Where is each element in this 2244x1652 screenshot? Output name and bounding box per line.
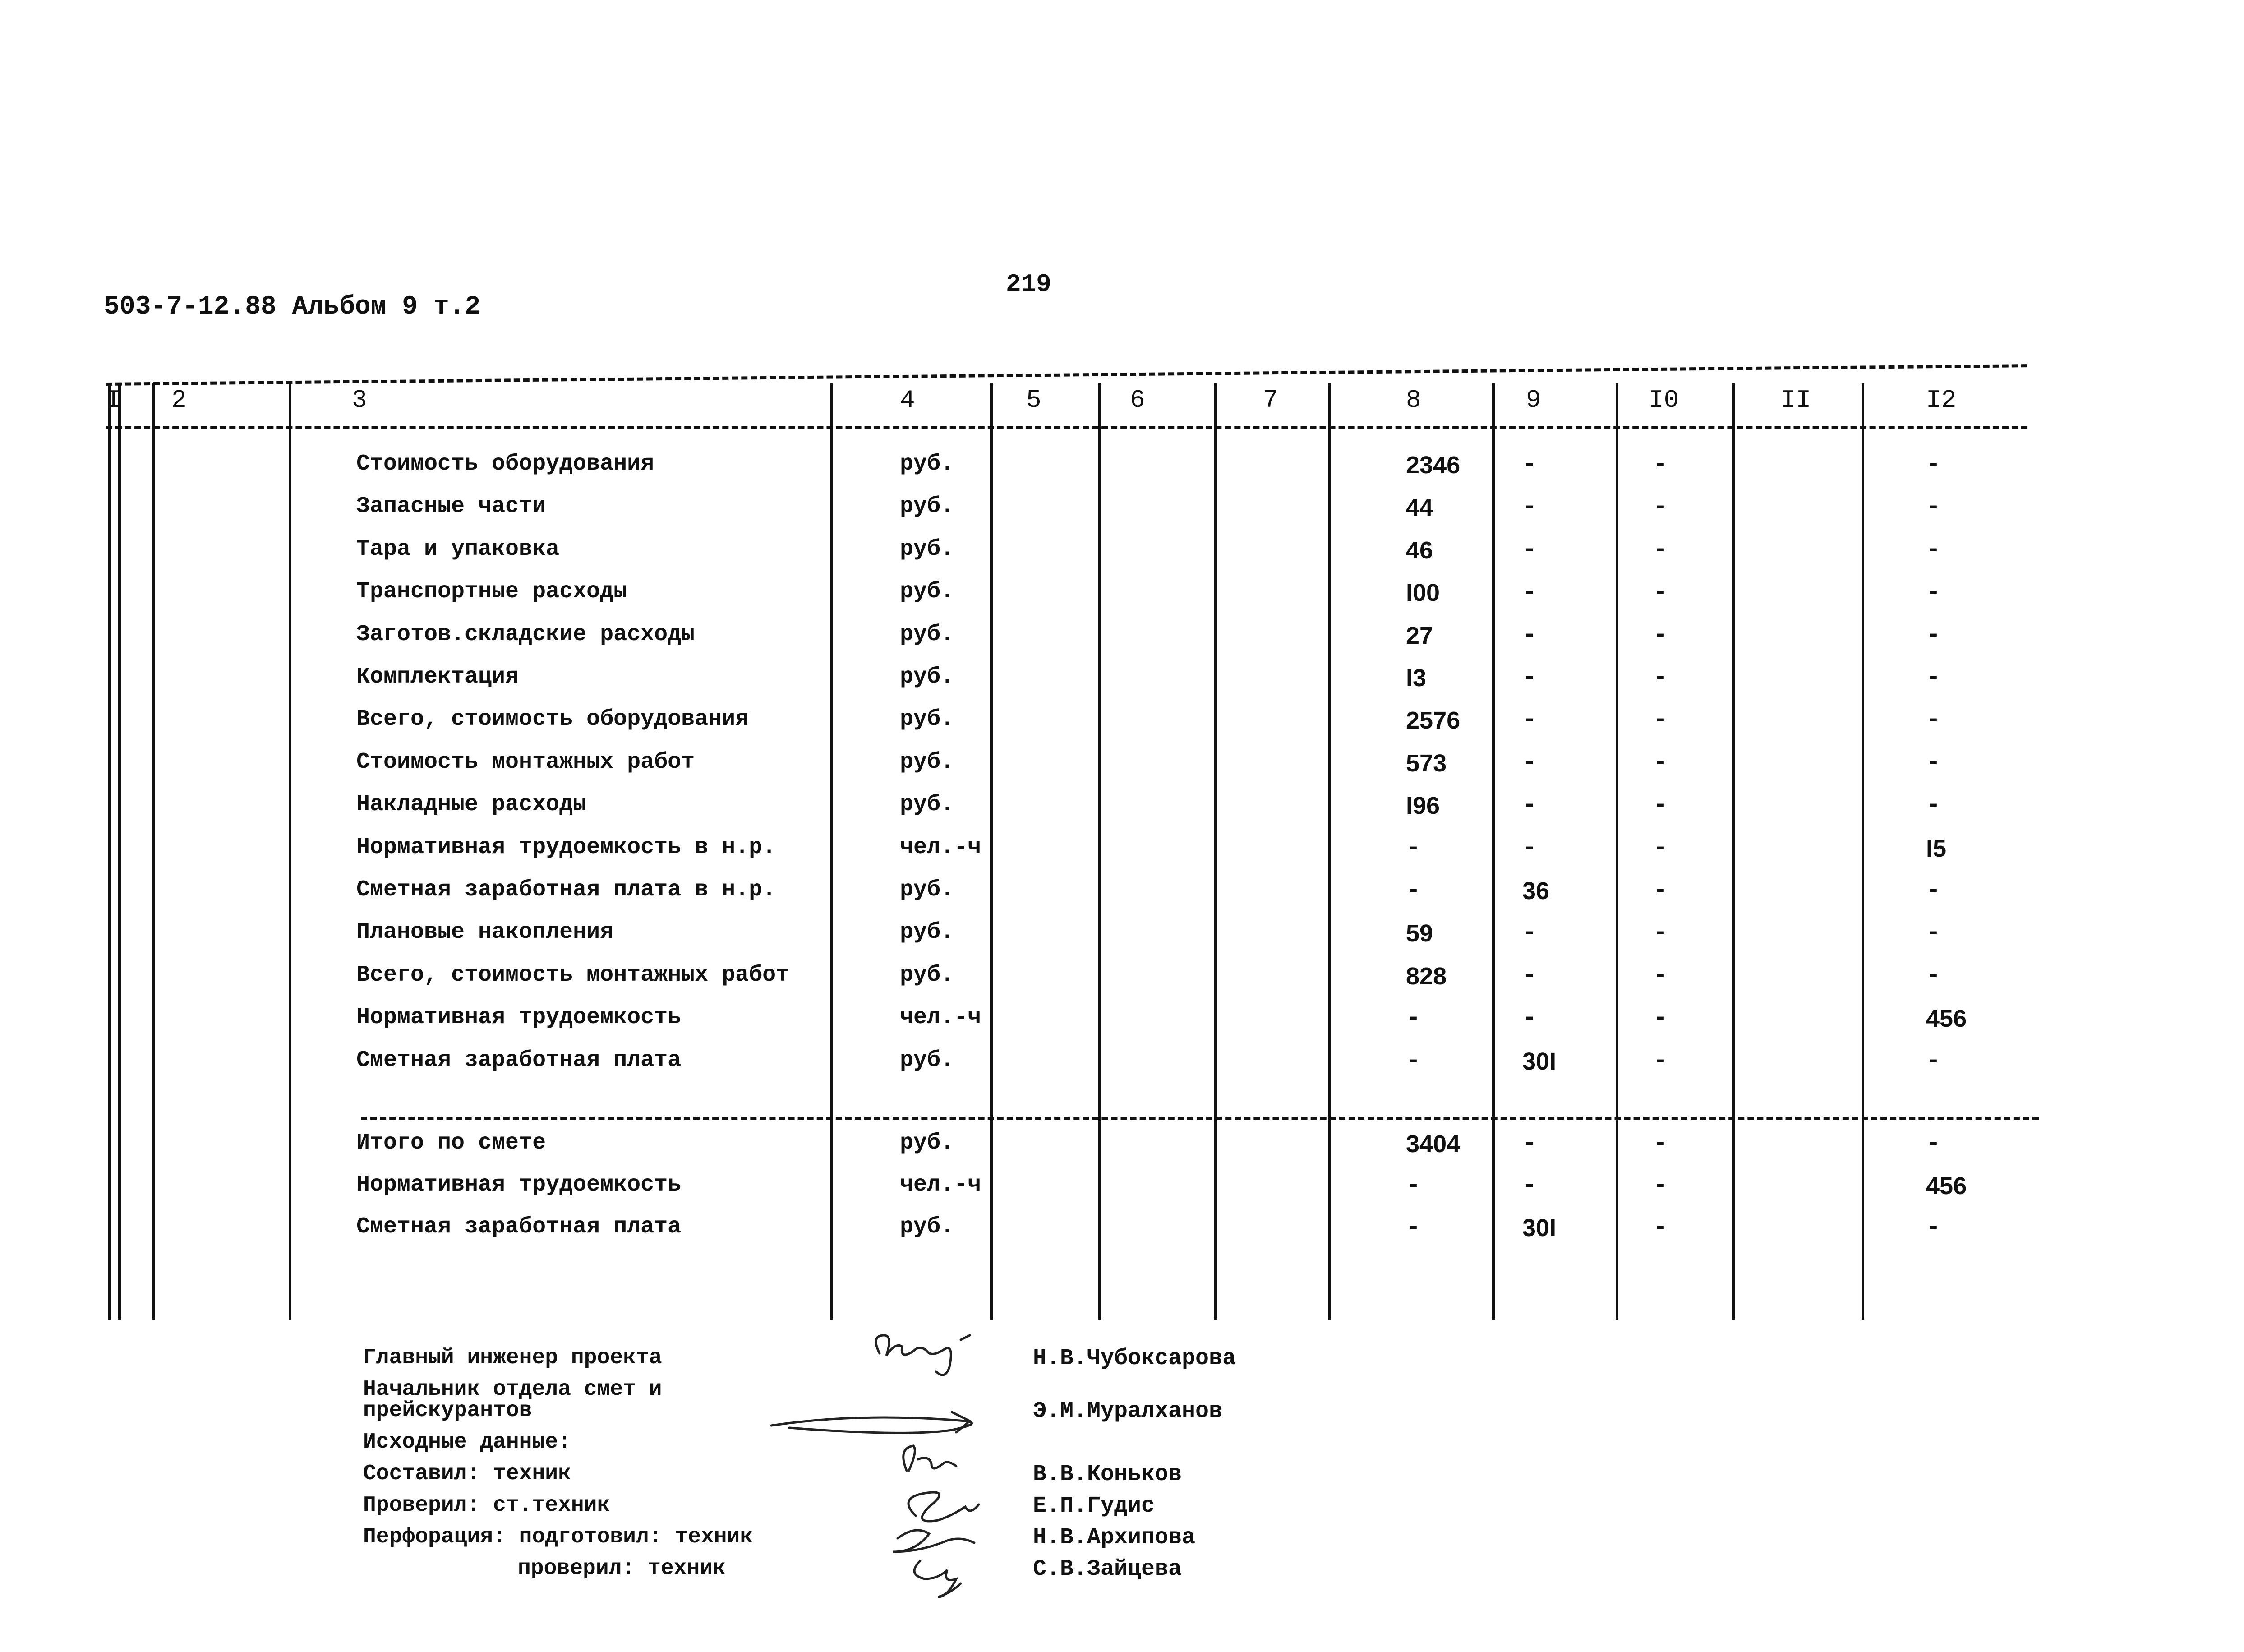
perforation-checked-name: С.В.Зайцева [1033, 1556, 1182, 1582]
row-value-c10: - [1653, 494, 1668, 521]
row-value-c9: - [1522, 451, 1537, 479]
row-value-c12: - [1926, 536, 1941, 564]
row-value-c12: - [1926, 622, 1941, 649]
column-divider [1732, 383, 1735, 1320]
row-value-c10: - [1653, 919, 1668, 947]
row-unit: руб. [900, 664, 954, 690]
row-value-c9: - [1522, 1005, 1537, 1032]
row-description: Нормативная трудоемкость в н.р. [356, 835, 776, 860]
row-value-c10: - [1653, 1214, 1668, 1241]
perforation-checked-role: проверил: техник [518, 1556, 726, 1581]
row-unit: руб. [900, 494, 954, 519]
perforation-role: Перфорация: подготовил: техник [363, 1525, 753, 1549]
row-value-c9: - [1522, 919, 1537, 947]
row-value-c9: - [1522, 664, 1537, 692]
row-unit: руб. [900, 877, 954, 903]
row-value-c9: - [1522, 792, 1537, 819]
row-value-c8: 3404 [1406, 1131, 1461, 1158]
row-value-c10: - [1653, 536, 1668, 564]
page-number: 219 [1006, 270, 1051, 299]
row-value-c12: - [1926, 1047, 1941, 1075]
row-value-c9: - [1522, 622, 1537, 649]
column-divider [118, 383, 121, 1320]
column-number: 9 [1526, 386, 1541, 415]
row-value-c10: - [1653, 1130, 1668, 1158]
row-value-c8: 44 [1406, 494, 1433, 521]
row-value-c12: - [1926, 451, 1941, 479]
column-number: 7 [1263, 386, 1278, 415]
row-value-c10: - [1653, 835, 1668, 862]
column-divider [1616, 383, 1618, 1320]
column-number: 2 [171, 386, 187, 415]
row-description: Заготов.складские расходы [356, 622, 695, 647]
column-number: 6 [1130, 386, 1145, 415]
row-value-c10: - [1653, 622, 1668, 649]
row-value-c8: - [1406, 877, 1421, 904]
row-value-c8: 46 [1406, 537, 1433, 564]
dept-head-role-line1: Начальник отдела смет и [363, 1377, 662, 1402]
row-value-c8: I3 [1406, 664, 1427, 692]
row-value-c9: 30I [1522, 1048, 1557, 1075]
column-divider [1328, 383, 1331, 1320]
row-value-c10: - [1653, 579, 1668, 606]
row-value-c9: - [1522, 835, 1537, 862]
row-value-c8: 2346 [1406, 452, 1461, 479]
row-description: Нормативная трудоемкость [356, 1172, 682, 1198]
row-value-c10: - [1653, 1005, 1668, 1032]
row-value-c8: 27 [1406, 622, 1433, 649]
row-unit: руб. [900, 579, 954, 605]
column-number: 5 [1026, 386, 1041, 415]
row-unit: руб. [900, 1214, 954, 1240]
row-value-c12: - [1926, 792, 1941, 819]
handwritten-signatures [767, 1322, 1019, 1601]
row-value-c10: - [1653, 749, 1668, 777]
row-value-c8: - [1406, 1047, 1421, 1075]
row-unit: руб. [900, 749, 954, 775]
row-description: Транспортные расходы [356, 579, 627, 605]
row-description: Сметная заработная плата [356, 1214, 682, 1240]
row-unit: чел.-ч [900, 1005, 981, 1030]
row-unit: руб. [900, 792, 954, 817]
row-value-c10: - [1653, 451, 1668, 479]
row-value-c10: - [1653, 792, 1668, 819]
column-number: 4 [900, 386, 915, 415]
checked-role: Проверил: ст.техник [363, 1493, 610, 1518]
row-unit: чел.-ч [900, 1172, 981, 1198]
row-value-c9: - [1522, 749, 1537, 777]
row-value-c12: - [1926, 962, 1941, 990]
row-description: Сметная заработная плата [356, 1047, 682, 1073]
row-value-c9: - [1522, 494, 1537, 521]
source-data-label: Исходные данные: [363, 1430, 571, 1454]
row-value-c12: 456 [1926, 1005, 1967, 1032]
dept-head-name: Э.М.Муралханов [1033, 1398, 1223, 1424]
row-unit: руб. [900, 622, 954, 647]
row-value-c9: - [1522, 579, 1537, 606]
row-value-c12: I5 [1926, 835, 1947, 862]
row-description: Плановые накопления [356, 919, 614, 945]
column-number: II [1781, 386, 1811, 415]
row-description: Запасные части [356, 494, 546, 519]
header-bottom-rule [106, 426, 2027, 429]
row-value-c9: - [1522, 706, 1537, 734]
column-divider [1214, 383, 1217, 1320]
row-description: Накладные расходы [356, 792, 587, 817]
row-value-c8: - [1406, 835, 1421, 862]
column-divider [1492, 383, 1495, 1320]
row-value-c12: - [1926, 494, 1941, 521]
column-number: I [106, 386, 121, 415]
row-unit: руб. [900, 536, 954, 562]
row-description: Нормативная трудоемкость [356, 1005, 682, 1030]
row-value-c12: 456 [1926, 1172, 1967, 1200]
row-value-c12: - [1926, 877, 1941, 904]
row-value-c9: - [1522, 1130, 1537, 1158]
column-divider [108, 383, 111, 1320]
row-unit: руб. [900, 451, 954, 477]
row-value-c8: 828 [1406, 963, 1447, 990]
row-value-c8: I96 [1406, 792, 1440, 819]
row-description: Комплектация [356, 664, 519, 690]
row-unit: руб. [900, 706, 954, 732]
row-unit: руб. [900, 962, 954, 988]
row-unit: руб. [900, 1047, 954, 1073]
row-value-c8: - [1406, 1172, 1421, 1200]
row-value-c12: - [1926, 749, 1941, 777]
row-value-c9: - [1522, 1172, 1537, 1200]
row-value-c10: - [1653, 1172, 1668, 1200]
dept-head-role-line2: прейскурантов [363, 1398, 532, 1423]
row-value-c8: 2576 [1406, 707, 1461, 734]
compiled-role: Составил: техник [363, 1462, 571, 1486]
row-value-c10: - [1653, 962, 1668, 990]
row-value-c10: - [1653, 706, 1668, 734]
row-value-c8: I00 [1406, 579, 1440, 606]
column-divider [830, 383, 833, 1320]
row-value-c12: - [1926, 664, 1941, 692]
row-value-c12: - [1926, 919, 1941, 947]
row-value-c10: - [1653, 1047, 1668, 1075]
chief-engineer-role: Главный инженер проекта [363, 1346, 662, 1370]
row-value-c8: - [1406, 1005, 1421, 1032]
perforation-name: Н.В.Архипова [1033, 1525, 1196, 1550]
row-unit: руб. [900, 919, 954, 945]
row-value-c9: - [1522, 536, 1537, 564]
row-value-c8: - [1406, 1214, 1421, 1241]
compiled-name: В.В.Коньков [1033, 1462, 1182, 1487]
row-description: Сметная заработная плата в н.р. [356, 877, 776, 903]
column-divider [1098, 383, 1101, 1320]
column-number: 8 [1406, 386, 1421, 415]
column-divider [152, 383, 155, 1320]
row-value-c12: - [1926, 579, 1941, 606]
column-divider [289, 383, 291, 1320]
column-number: 3 [352, 386, 367, 415]
row-value-c8: 59 [1406, 920, 1433, 947]
row-value-c8: 573 [1406, 750, 1447, 777]
row-description: Всего, стоимость оборудования [356, 706, 749, 732]
row-value-c9: 30I [1522, 1214, 1557, 1241]
column-divider [1862, 383, 1864, 1320]
column-number: I2 [1926, 386, 1957, 415]
chief-engineer-name: Н.В.Чубоксарова [1033, 1346, 1236, 1371]
checked-name: Е.П.Гудис [1033, 1493, 1155, 1519]
column-number: I0 [1649, 386, 1679, 415]
row-value-c9: - [1522, 962, 1537, 990]
row-value-c9: 36 [1522, 877, 1550, 904]
row-value-c10: - [1653, 664, 1668, 692]
column-divider [990, 383, 993, 1320]
row-value-c10: - [1653, 877, 1668, 904]
row-value-c12: - [1926, 1130, 1941, 1158]
row-description: Стоимость монтажных работ [356, 749, 695, 775]
totals-rule [361, 1117, 2039, 1120]
row-description: Всего, стоимость монтажных работ [356, 962, 790, 988]
row-value-c12: - [1926, 1214, 1941, 1241]
row-value-c12: - [1926, 706, 1941, 734]
row-description: Тара и упаковка [356, 536, 560, 562]
row-unit: чел.-ч [900, 835, 981, 860]
row-description: Стоимость оборудования [356, 451, 654, 477]
row-description: Итого по смете [356, 1130, 546, 1156]
header-top-rule [106, 364, 2027, 386]
row-unit: руб. [900, 1130, 954, 1156]
doc-code: 503-7-12.88 Альбом 9 т.2 [104, 292, 481, 322]
